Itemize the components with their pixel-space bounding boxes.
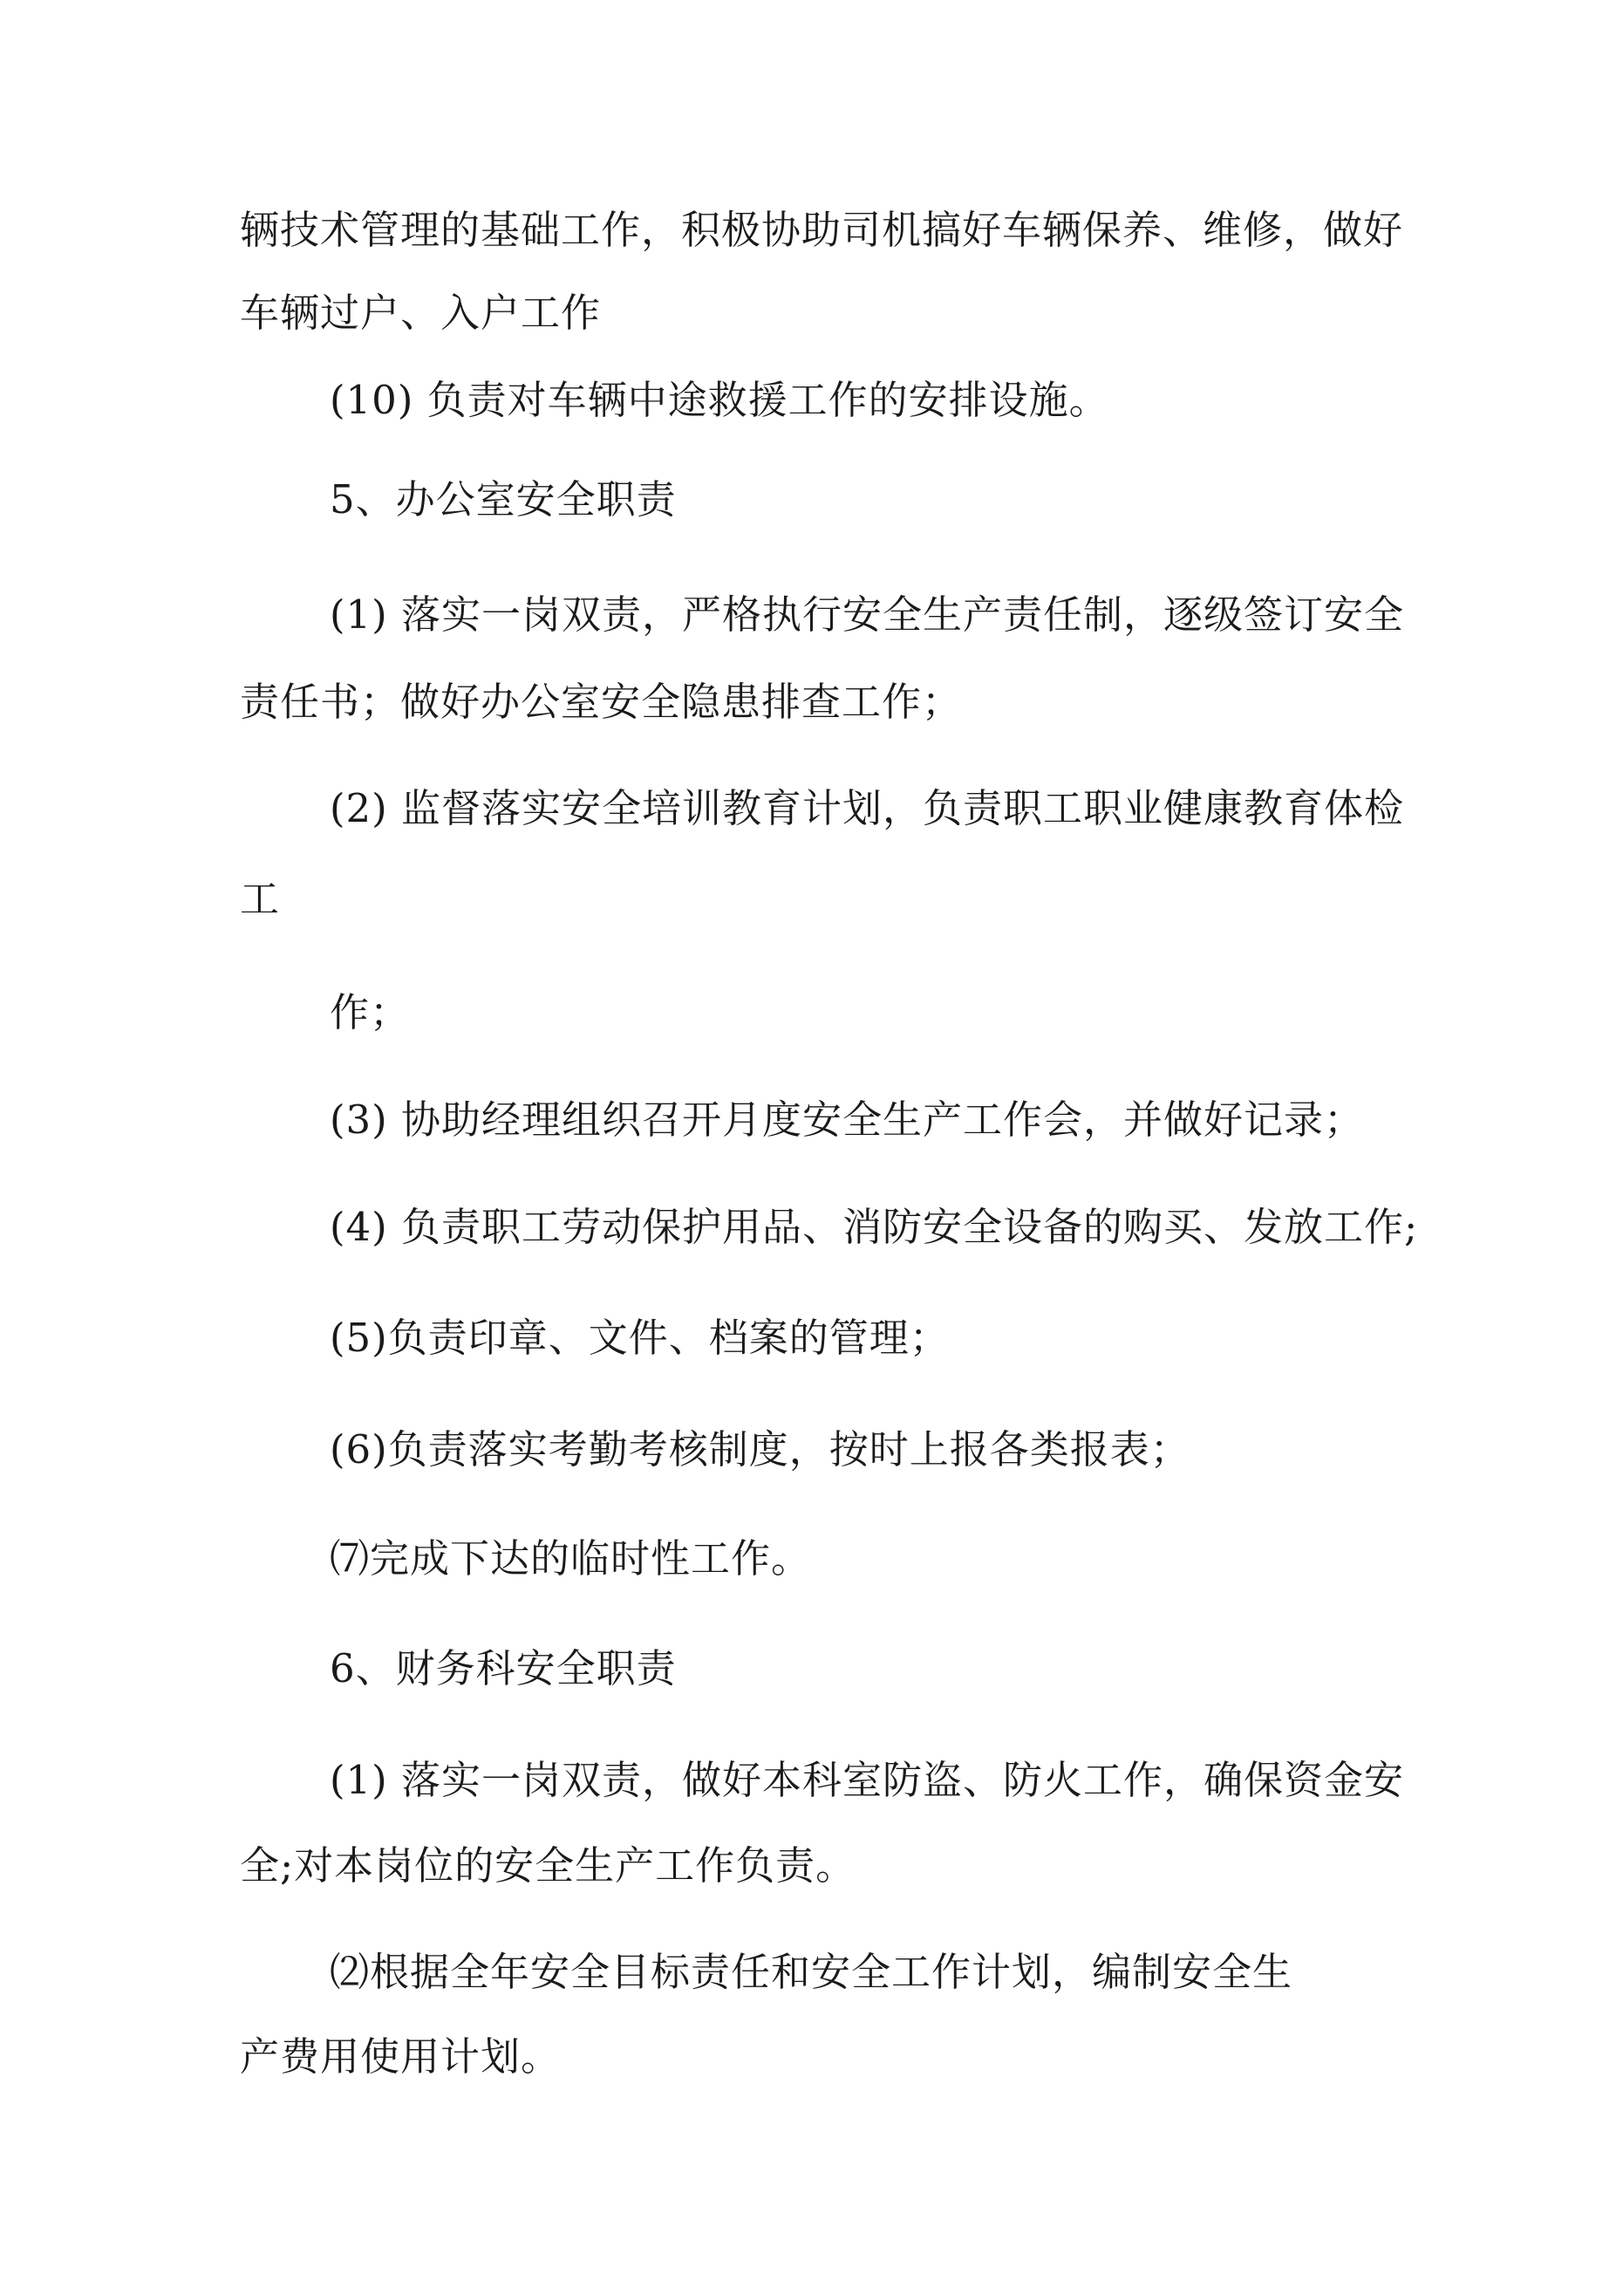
text-line: (2) 监督落实安全培训教育计划，负责职工职业健康教育体检 — [330, 785, 1405, 831]
text-line: ⑺完成下达的临时性工作。 — [330, 1535, 812, 1582]
text-line: 产费用使用计划。 — [240, 2033, 562, 2080]
text-line: 工 — [240, 876, 281, 922]
text-line: 作； — [330, 989, 411, 1035]
text-line: (4) 负责职工劳动保护用品、消防安全设备的购买、发放工作; — [330, 1204, 1419, 1250]
text-line: (1) 落实一岗双责，严格执行安全生产责任制，逐级签订安全 — [330, 591, 1405, 638]
text-line: (6)负责落实考勤考核制度，按时上报各类报表； — [330, 1426, 1190, 1473]
section-heading: 5、办公室安全职责 — [330, 476, 677, 523]
text-line: 责任书；做好办公室安全隐患排查工作； — [240, 679, 963, 725]
text-line: 辆技术管理的基础工作，积极协助司机搞好车辆保养、维修，做好 — [240, 207, 1404, 253]
text-line: 车辆过户、入户工作 — [240, 290, 602, 336]
text-line: (10) 负责对车辆中途救援工作的安排设施。 — [330, 377, 1109, 423]
text-line: (1) 落实一岗双责，做好本科室防盗、防火工作，确保资金安 — [330, 1757, 1405, 1803]
text-line: 全;对本岗位的安全生产工作负责。 — [240, 1842, 856, 1889]
text-line: (5)负责印章、文件、档案的管理； — [330, 1315, 950, 1361]
text-line: ⑵根据全年安全目标责任和安全工作计划，编制安全生 — [330, 1949, 1293, 1995]
text-line: (3) 协助经理组织召开月度安全生产工作会，并做好记录； — [330, 1097, 1365, 1143]
section-heading: 6、财务科安全职责 — [330, 1645, 677, 1691]
